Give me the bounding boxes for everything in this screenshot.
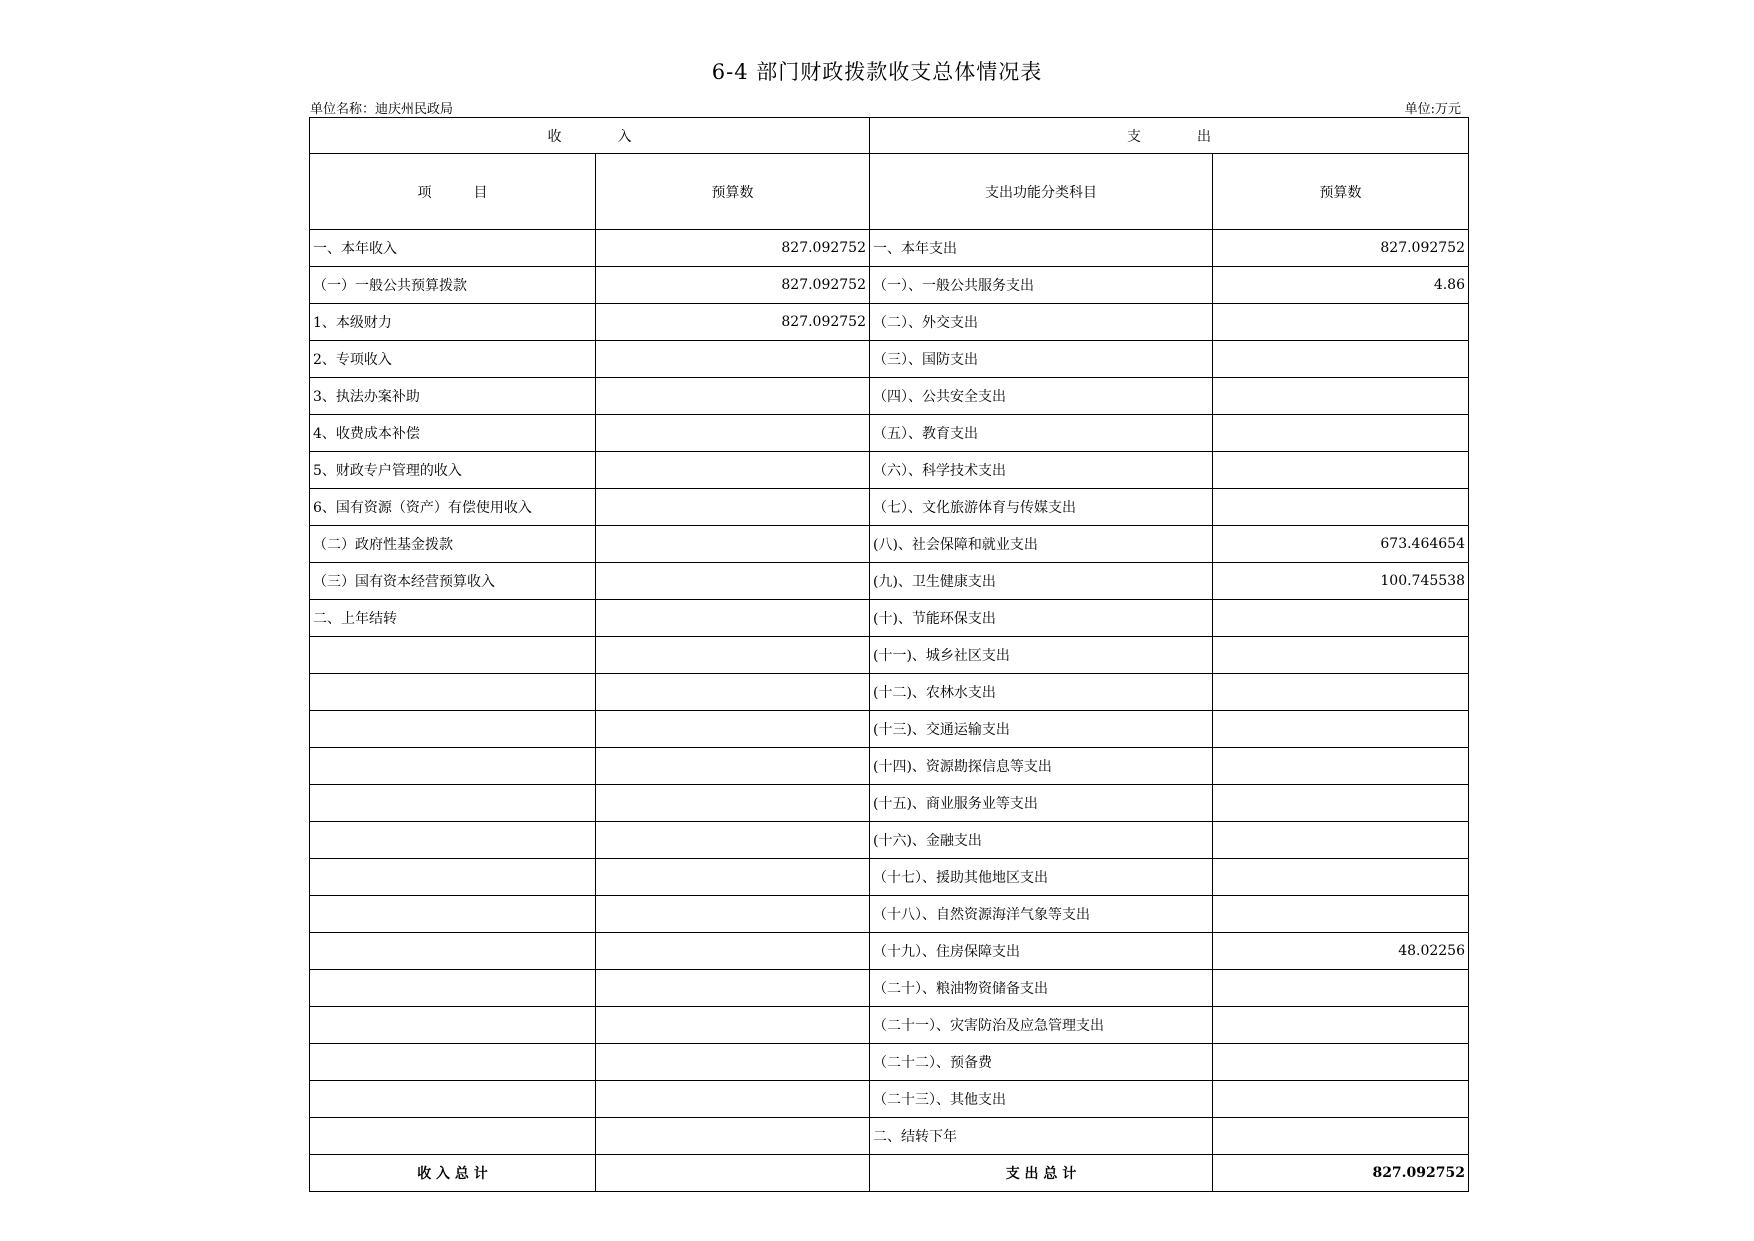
expense-value-cell	[1213, 600, 1469, 637]
expense-item-cell: (八)、社会保障和就业支出	[870, 526, 1213, 563]
table-row	[310, 970, 1469, 1007]
income-item-cell	[310, 896, 596, 933]
income-value-cell: 827.092752	[596, 230, 870, 267]
expense-value-cell	[1213, 748, 1469, 785]
income-value-cell	[596, 896, 870, 933]
income-value-cell	[596, 1007, 870, 1044]
income-value-cell	[596, 970, 870, 1007]
budget-table-body	[310, 118, 1469, 1192]
income-value-cell	[596, 711, 870, 748]
table-row	[310, 748, 1469, 785]
expense-value-cell	[1213, 415, 1469, 452]
income-item-cell: 一、本年收入	[310, 230, 596, 267]
expense-item-cell: (十二)、农林水支出	[870, 674, 1213, 711]
expense-item-header: 支出功能分类科目	[870, 154, 1213, 230]
expense-item-cell: （七）、文化旅游体育与传媒支出	[870, 489, 1213, 526]
income-item-cell	[310, 711, 596, 748]
table-row	[310, 822, 1469, 859]
income-value-cell	[596, 452, 870, 489]
table-row	[310, 563, 1469, 600]
income-item-cell	[310, 1044, 596, 1081]
table-row	[310, 378, 1469, 415]
expense-value-cell	[1213, 1044, 1469, 1081]
income-item-cell	[310, 785, 596, 822]
expense-value-cell	[1213, 1118, 1469, 1155]
table-row	[310, 859, 1469, 896]
income-item-cell	[310, 933, 596, 970]
table-row	[310, 452, 1469, 489]
expense-item-cell: （二十二）、预备费	[870, 1044, 1213, 1081]
income-total-label: 收 入 总 计	[310, 1155, 596, 1192]
expense-value-cell	[1213, 452, 1469, 489]
expense-item-cell: （二十）、粮油物资储备支出	[870, 970, 1213, 1007]
income-item-header: 项 目	[310, 154, 596, 230]
table-row	[310, 674, 1469, 711]
expense-value-cell	[1213, 378, 1469, 415]
expense-value-cell	[1213, 304, 1469, 341]
income-value-cell	[596, 822, 870, 859]
income-total-value	[596, 1155, 870, 1192]
expense-item-cell: （六）、科学技术支出	[870, 452, 1213, 489]
expense-value-cell: 4.86	[1213, 267, 1469, 304]
income-item-cell	[310, 1081, 596, 1118]
table-row	[310, 267, 1469, 304]
expense-item-cell: （二十一）、灾害防治及应急管理支出	[870, 1007, 1213, 1044]
expense-item-cell: （二）、外交支出	[870, 304, 1213, 341]
income-item-cell	[310, 674, 596, 711]
expense-item-cell: (十一)、城乡社区支出	[870, 637, 1213, 674]
expense-value-cell	[1213, 637, 1469, 674]
table-row	[310, 896, 1469, 933]
income-item-cell	[310, 970, 596, 1007]
income-item-cell	[310, 637, 596, 674]
income-value-cell	[596, 859, 870, 896]
expense-value-cell	[1213, 341, 1469, 378]
unit-label: 单位:万元	[1404, 102, 1461, 117]
budget-table	[309, 117, 1469, 1192]
totals-row	[310, 1155, 1469, 1192]
income-value-cell	[596, 674, 870, 711]
income-value-cell	[596, 489, 870, 526]
income-value-cell	[596, 785, 870, 822]
expense-value-cell: 827.092752	[1213, 230, 1469, 267]
income-item-cell: 二、上年结转	[310, 600, 596, 637]
expense-value-cell	[1213, 970, 1469, 1007]
expense-item-cell: (十四)、资源勘探信息等支出	[870, 748, 1213, 785]
income-value-cell	[596, 563, 870, 600]
income-item-cell: 6、国有资源（资产）有偿使用收入	[310, 489, 596, 526]
table-row	[310, 1081, 1469, 1118]
expense-total-value: 827.092752	[1213, 1155, 1469, 1192]
table-row	[310, 1007, 1469, 1044]
expense-value-cell	[1213, 859, 1469, 896]
income-value-cell	[596, 933, 870, 970]
income-item-cell	[310, 748, 596, 785]
table-row	[310, 785, 1469, 822]
table-row	[310, 341, 1469, 378]
income-value-cell	[596, 1118, 870, 1155]
table-row	[310, 637, 1469, 674]
income-item-cell	[310, 1118, 596, 1155]
expense-value-cell	[1213, 1081, 1469, 1118]
income-item-cell: 2、专项收入	[310, 341, 596, 378]
table-row	[310, 489, 1469, 526]
expense-value-cell: 100.745538	[1213, 563, 1469, 600]
table-row	[310, 526, 1469, 563]
unit-name: 单位名称：迪庆州民政局	[310, 102, 454, 117]
expense-value-cell	[1213, 785, 1469, 822]
income-item-cell: 4、收费成本补偿	[310, 415, 596, 452]
expense-item-cell: （十八）、自然资源海洋气象等支出	[870, 896, 1213, 933]
expense-value-cell	[1213, 711, 1469, 748]
table-row	[310, 415, 1469, 452]
income-value-cell: 827.092752	[596, 267, 870, 304]
income-value-cell	[596, 378, 870, 415]
table-row	[310, 304, 1469, 341]
expense-item-cell: (十六)、金融支出	[870, 822, 1213, 859]
expense-item-cell: 二、结转下年	[870, 1118, 1213, 1155]
expense-value-cell	[1213, 1007, 1469, 1044]
income-value-cell	[596, 600, 870, 637]
income-value-cell	[596, 1081, 870, 1118]
income-section-header: 收 入	[310, 118, 870, 154]
income-value-cell	[596, 415, 870, 452]
income-value-cell	[596, 341, 870, 378]
table-row	[310, 600, 1469, 637]
expense-item-cell: （二十三）、其他支出	[870, 1081, 1213, 1118]
expense-value-cell	[1213, 822, 1469, 859]
table-row	[310, 933, 1469, 970]
table-row	[310, 1118, 1469, 1155]
table-row	[310, 1044, 1469, 1081]
section-header-row	[310, 118, 1469, 154]
expense-item-cell: 一、本年支出	[870, 230, 1213, 267]
expense-value-cell	[1213, 489, 1469, 526]
income-value-cell	[596, 637, 870, 674]
expense-item-cell: (十)、节能环保支出	[870, 600, 1213, 637]
income-item-cell: （一）一般公共预算拨款	[310, 267, 596, 304]
income-item-cell: 5、财政专户管理的收入	[310, 452, 596, 489]
income-item-cell	[310, 859, 596, 896]
expense-value-cell: 48.02256	[1213, 933, 1469, 970]
income-item-cell: （三）国有资本经营预算收入	[310, 563, 596, 600]
income-item-cell: 3、执法办案补助	[310, 378, 596, 415]
expense-value-cell	[1213, 896, 1469, 933]
expense-item-cell: （十九）、住房保障支出	[870, 933, 1213, 970]
income-value-cell	[596, 748, 870, 785]
income-item-cell	[310, 1007, 596, 1044]
income-item-cell: 1、本级财力	[310, 304, 596, 341]
expense-budget-header: 预算数	[1213, 154, 1469, 230]
income-value-cell	[596, 526, 870, 563]
expense-item-cell: (九)、卫生健康支出	[870, 563, 1213, 600]
expense-section-header: 支 出	[870, 118, 1469, 154]
income-item-cell: （二）政府性基金拨款	[310, 526, 596, 563]
income-value-cell: 827.092752	[596, 304, 870, 341]
expense-value-cell	[1213, 674, 1469, 711]
expense-item-cell: （四）、公共安全支出	[870, 378, 1213, 415]
expense-item-cell: （十七）、援助其他地区支出	[870, 859, 1213, 896]
expense-item-cell: (十三)、交通运输支出	[870, 711, 1213, 748]
income-budget-header: 预算数	[596, 154, 870, 230]
expense-item-cell: （一）、一般公共服务支出	[870, 267, 1213, 304]
table-row	[310, 230, 1469, 267]
page-title: 6-4 部门财政拨款收支总体情况表	[711, 60, 1043, 84]
expense-total-label: 支 出 总 计	[870, 1155, 1213, 1192]
expense-value-cell: 673.464654	[1213, 526, 1469, 563]
income-item-cell	[310, 822, 596, 859]
income-value-cell	[596, 1044, 870, 1081]
table-row	[310, 711, 1469, 748]
expense-item-cell: （三）、国防支出	[870, 341, 1213, 378]
expense-item-cell: (十五)、商业服务业等支出	[870, 785, 1213, 822]
expense-item-cell: （五）、教育支出	[870, 415, 1213, 452]
column-header-row	[310, 154, 1469, 230]
